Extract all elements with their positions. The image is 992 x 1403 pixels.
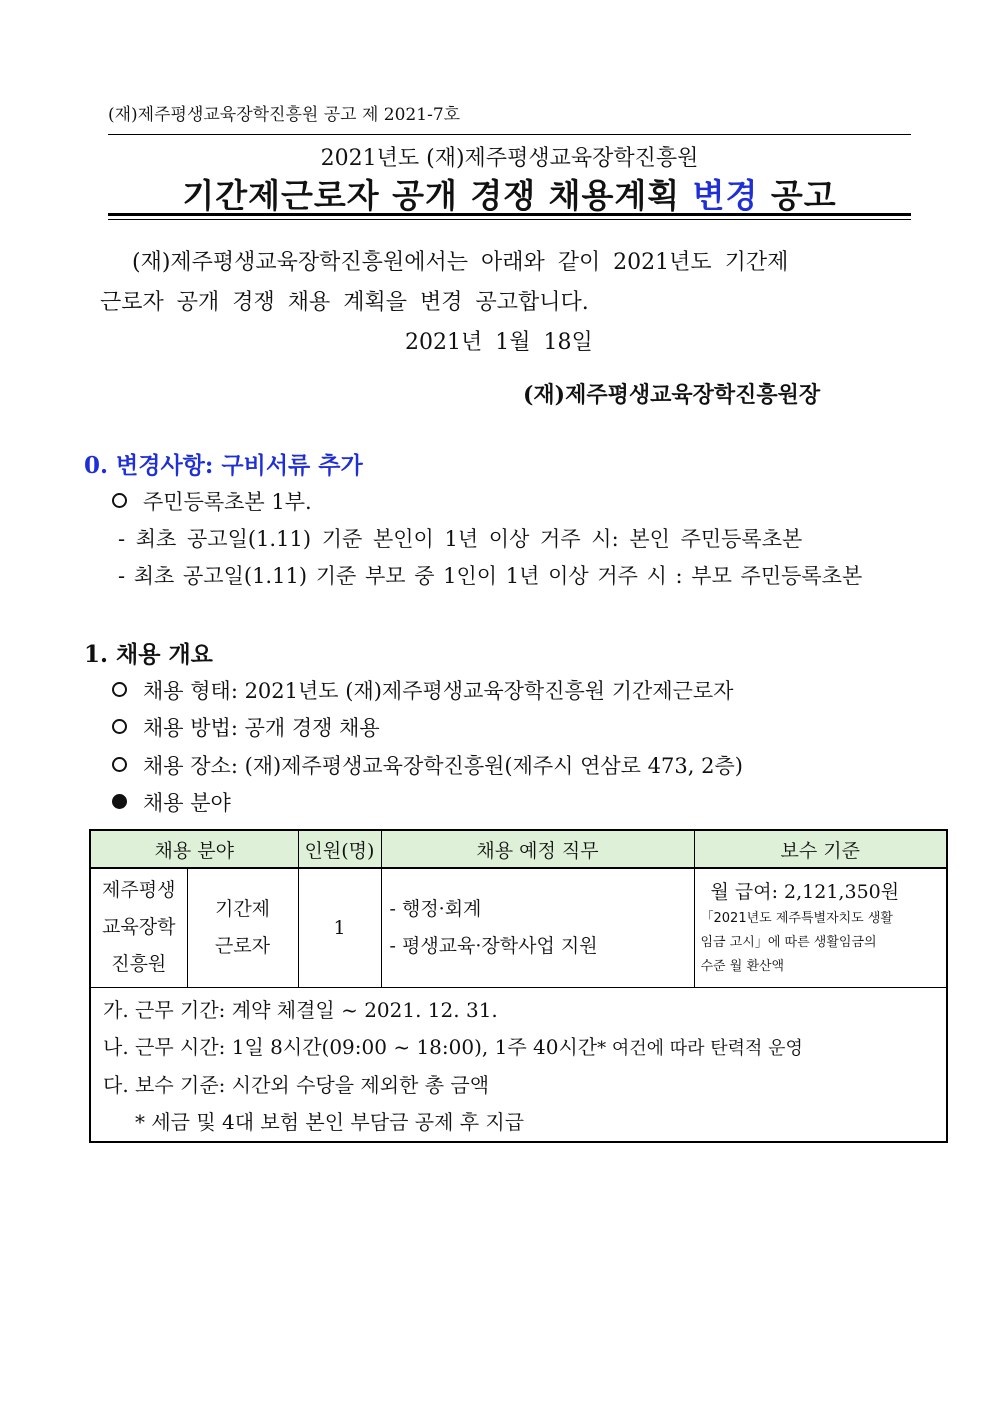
duty-cell — [381, 868, 694, 987]
table-row — [90, 868, 947, 987]
pay-note: 임금 고시」에 따른 생활임금의 — [700, 934, 877, 950]
hollow-circle-icon — [112, 682, 127, 697]
note-line — [103, 1029, 946, 1067]
half-filled-circle-icon — [112, 794, 127, 809]
hollow-circle-icon — [112, 719, 127, 734]
note-line: 가. 근무 기간: 계약 체결일 ~ 2021. 12. 31. — [103, 997, 498, 1022]
title-line-1: 2021년도 (재)제주평생교육장학진흥원 — [320, 146, 699, 171]
section-1-bullet-3 — [112, 750, 743, 780]
bullet-text: 채용 방법: 공개 경쟁 채용 — [143, 716, 380, 740]
intro-line-2: 근로자 공개 경쟁 채용 계획을 변경 공고합니다. — [100, 290, 589, 315]
pay-note: 수준 월 환산액 — [700, 958, 785, 974]
section-1-bullet-1 — [112, 675, 733, 705]
bullet-text: 채용 분야 — [143, 791, 231, 815]
title-line-2 — [108, 170, 911, 217]
duty-line: - 행정·회계 — [389, 897, 482, 920]
notice-reference: (재)제주평생교육장학진흥원 공고 제 2021-7호 — [108, 105, 461, 125]
pay-note: 「2021년도 제주특별자치도 생활 — [700, 910, 893, 926]
title-suffix: 공고 — [758, 176, 837, 215]
header-pay: 보수 기준 — [694, 830, 947, 868]
recruitment-table — [89, 829, 948, 1143]
section-0-bullet-text: 주민등록초본 1부. — [143, 490, 312, 514]
org-line: 교육장학 — [102, 916, 176, 939]
section-0-item-1: - 최초 공고일(1.11) 기준 본인이 1년 이상 거주 시: 본인 주민등록초본 — [118, 527, 803, 551]
duty-line: - 평생교육·장학사업 지원 — [389, 934, 598, 957]
header-count: 인원(명) — [298, 830, 381, 868]
section-1-bullet-2 — [112, 712, 380, 742]
job-type-cell — [187, 868, 298, 987]
header-field: 채용 분야 — [90, 830, 298, 868]
note-tail: * 여건에 따라 탄력적 운영 — [597, 1037, 803, 1059]
section-0-item-2: - 최초 공고일(1.11) 기준 부모 중 1인이 1년 이상 거주 시 : 부모 주민등록초본 — [118, 564, 863, 588]
section-1-title: 1. 채용 개요 — [84, 641, 213, 668]
table-header-row — [90, 830, 947, 868]
bullet-text: 채용 형태: 2021년도 (재)제주평생교육장학진흥원 기간제근로자 — [143, 679, 734, 703]
note-text: 나. 근무 시간: 1일 8시간(09:00 ~ 18:00), 1주 40시간 — [103, 1034, 598, 1059]
title-prefix: 기간제근로자 공개 경쟁 채용계획 — [182, 176, 693, 215]
count-cell: 1 — [298, 868, 381, 987]
notice-signer: (재)제주평생교육장학진흥원장 — [523, 382, 821, 408]
job-type-line: 기간제 — [214, 897, 271, 920]
bullet-text: 채용 장소: (재)제주평생교육장학진흥원(제주시 연삼로 473, 2층) — [143, 754, 743, 778]
section-1-bullet-4 — [112, 787, 231, 817]
title-rule-thick — [108, 213, 911, 216]
org-line: 진흥원 — [111, 953, 167, 976]
hollow-circle-icon — [112, 757, 127, 772]
header-rule — [108, 134, 911, 135]
org-cell — [90, 868, 187, 987]
note-line: * 세금 및 4대 보험 본인 부담금 공제 후 지급 — [135, 1109, 525, 1134]
org-line: 제주평생 — [102, 879, 176, 902]
header-duty: 채용 예정 직무 — [381, 830, 694, 868]
section-0-title: 0. 변경사항: 구비서류 추가 — [84, 452, 363, 479]
pay-main: 월 급여: 2,121,350원 — [710, 880, 900, 903]
job-type-line: 근로자 — [214, 934, 271, 957]
section-0-bullet — [112, 486, 312, 516]
title-rule-thin — [108, 219, 911, 220]
intro-line-1: (재)제주평생교육장학진흥원에서는 아래와 같이 2021년도 기간제 — [132, 250, 789, 275]
pay-cell — [694, 868, 947, 987]
notice-date: 2021년 1월 18일 — [405, 330, 593, 355]
hollow-circle-icon — [112, 493, 127, 508]
notes-row — [90, 987, 947, 1142]
note-line: 다. 보수 기준: 시간외 수당을 제외한 총 금액 — [103, 1072, 490, 1097]
title-highlight-change: 변경 — [692, 176, 759, 215]
notes-cell — [90, 987, 947, 1142]
